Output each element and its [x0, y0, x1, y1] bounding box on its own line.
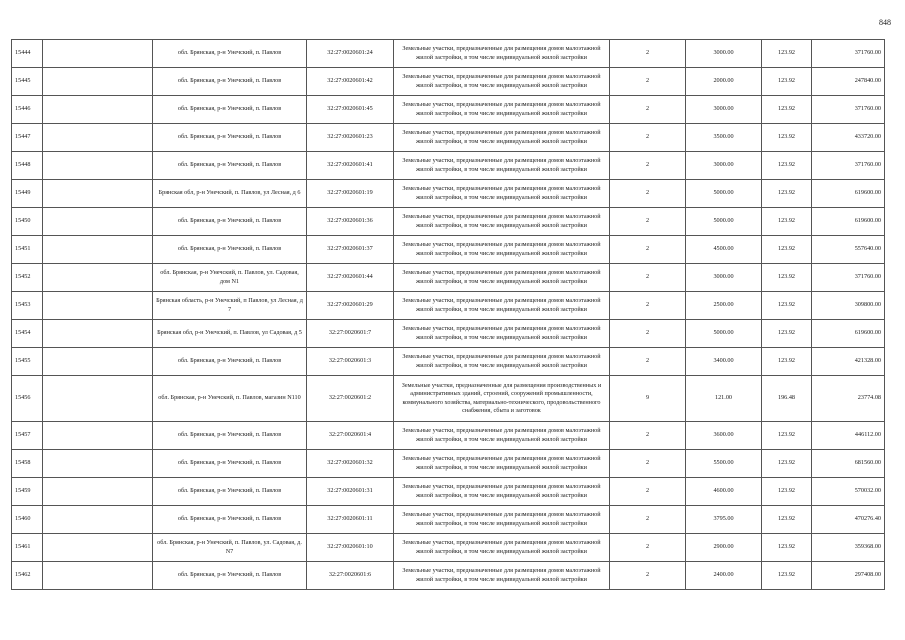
cadastral-number-cell: 32:27:0020601:7 [307, 320, 394, 348]
land-use-cell: Земельные участки, предназначенные для размещения домов малоэтажной жилой застройки, в том числе индивидуальной жилой застройки [394, 152, 610, 180]
row-number-cell: 15450 [12, 208, 43, 236]
cadastral-number-cell: 32:27:0020601:45 [307, 96, 394, 124]
cadastral-cost-cell: 371760.00 [812, 40, 885, 68]
row-number-cell: 15446 [12, 96, 43, 124]
address-cell: Брянская обл, р-н Унечский, п. Павлов, ул Садовая, д 5 [153, 320, 307, 348]
category-cell: 2 [610, 96, 686, 124]
table-row [12, 40, 885, 68]
rate-cell: 123.92 [762, 208, 812, 236]
address-cell: обл. Брянская, р-н Унечский, п. Павлов, магазин N110 [153, 376, 307, 422]
category-cell: 2 [610, 478, 686, 506]
rate-cell: 123.92 [762, 320, 812, 348]
rate-cell: 123.92 [762, 96, 812, 124]
category-cell: 2 [610, 236, 686, 264]
category-cell: 2 [610, 422, 686, 450]
row-number-cell: 15460 [12, 506, 43, 534]
empty-cell [43, 422, 153, 450]
cadastral-number-cell: 32:27:0020601:2 [307, 376, 394, 422]
cadastral-number-cell: 32:27:0020601:44 [307, 264, 394, 292]
row-number-cell: 15448 [12, 152, 43, 180]
address-cell: Брянская область, р-н Унечский, п Павлов, ул Лесная, д 7 [153, 292, 307, 320]
cadastral-number-cell: 32:27:0020601:36 [307, 208, 394, 236]
land-use-cell: Земельные участки, предназначенные для размещения домов малоэтажной жилой застройки, в том числе индивидуальной жилой застройки [394, 124, 610, 152]
cadastral-number-cell: 32:27:0020601:23 [307, 124, 394, 152]
category-cell: 2 [610, 562, 686, 590]
category-cell: 2 [610, 450, 686, 478]
row-number-cell: 15447 [12, 124, 43, 152]
area-cell: 5000.00 [686, 320, 762, 348]
rate-cell: 123.92 [762, 264, 812, 292]
empty-cell [43, 152, 153, 180]
table-row [12, 208, 885, 236]
empty-cell [43, 450, 153, 478]
empty-cell [43, 180, 153, 208]
rate-cell: 196.48 [762, 376, 812, 422]
land-use-cell: Земельные участки, предназначенные для размещения домов малоэтажной жилой застройки, в том числе индивидуальной жилой застройки [394, 96, 610, 124]
table-row [12, 96, 885, 124]
cadastral-number-cell: 32:27:0020601:41 [307, 152, 394, 180]
category-cell: 2 [610, 264, 686, 292]
land-use-cell: Земельные участки, предназначенные для размещения домов малоэтажной жилой застройки, в том числе индивидуальной жилой застройки [394, 320, 610, 348]
cadastral-cost-cell: 570032.00 [812, 478, 885, 506]
area-cell: 3000.00 [686, 40, 762, 68]
category-cell: 2 [610, 534, 686, 562]
category-cell: 2 [610, 152, 686, 180]
address-cell: обл. Брянская, р-н Унечский, п. Павлов, ул. Садовая, д. N7 [153, 534, 307, 562]
rate-cell: 123.92 [762, 422, 812, 450]
area-cell: 3500.00 [686, 124, 762, 152]
category-cell: 2 [610, 348, 686, 376]
cadastral-cost-cell: 681560.00 [812, 450, 885, 478]
row-number-cell: 15455 [12, 348, 43, 376]
category-cell: 2 [610, 180, 686, 208]
address-cell: обл. Брянская, р-н Унечский, п. Павлов [153, 124, 307, 152]
rate-cell: 123.92 [762, 562, 812, 590]
empty-cell [43, 376, 153, 422]
land-use-cell: Земельные участки, предназначенные для размещения домов малоэтажной жилой застройки, в том числе индивидуальной жилой застройки [394, 208, 610, 236]
table-row [12, 506, 885, 534]
page-number: 848 [879, 18, 891, 27]
cadastral-number-cell: 32:27:0020601:24 [307, 40, 394, 68]
cadastral-number-cell: 32:27:0020601:4 [307, 422, 394, 450]
area-cell: 2400.00 [686, 562, 762, 590]
cadastral-cost-cell: 371760.00 [812, 152, 885, 180]
address-cell: обл. Брянская, р-н Унечский, п. Павлов, ул. Садовая, дом N1 [153, 264, 307, 292]
cadastral-cost-cell: 619600.00 [812, 320, 885, 348]
category-cell: 2 [610, 124, 686, 152]
cadastral-number-cell: 32:27:0020601:6 [307, 562, 394, 590]
table-row [12, 180, 885, 208]
row-number-cell: 15461 [12, 534, 43, 562]
table-row [12, 236, 885, 264]
table-row [12, 152, 885, 180]
table-row [12, 450, 885, 478]
cadastral-cost-cell: 619600.00 [812, 208, 885, 236]
rate-cell: 123.92 [762, 40, 812, 68]
rate-cell: 123.92 [762, 534, 812, 562]
table-row [12, 320, 885, 348]
rate-cell: 123.92 [762, 292, 812, 320]
empty-cell [43, 506, 153, 534]
address-cell: обл. Брянская, р-н Унечский, п. Павлов [153, 422, 307, 450]
address-cell: обл. Брянская, р-н Унечский, п. Павлов [153, 96, 307, 124]
row-number-cell: 15462 [12, 562, 43, 590]
cadastral-cost-cell: 433720.00 [812, 124, 885, 152]
table-row [12, 68, 885, 96]
table-row [12, 292, 885, 320]
table-row [12, 264, 885, 292]
cadastral-number-cell: 32:27:0020601:32 [307, 450, 394, 478]
area-cell: 5000.00 [686, 180, 762, 208]
land-use-cell: Земельные участки, предназначенные для размещения домов малоэтажной жилой застройки, в том числе индивидуальной жилой застройки [394, 450, 610, 478]
area-cell: 3795.00 [686, 506, 762, 534]
table-row [12, 478, 885, 506]
empty-cell [43, 264, 153, 292]
land-use-cell: Земельные участки, предназначенные для размещения домов малоэтажной жилой застройки, в том числе индивидуальной жилой застройки [394, 236, 610, 264]
area-cell: 3400.00 [686, 348, 762, 376]
area-cell: 3000.00 [686, 152, 762, 180]
address-cell: обл. Брянская, р-н Унечский, п. Павлов [153, 208, 307, 236]
land-use-cell: Земельные участки, предназначенные для размещения домов малоэтажной жилой застройки, в том числе индивидуальной жилой застройки [394, 422, 610, 450]
cadastral-cost-cell: 371760.00 [812, 264, 885, 292]
cadastral-number-cell: 32:27:0020601:42 [307, 68, 394, 96]
land-use-cell: Земельные участки, предназначенные для размещения домов малоэтажной жилой застройки, в том числе индивидуальной жилой застройки [394, 534, 610, 562]
address-cell: обл. Брянская, р-н Унечский, п. Павлов [153, 68, 307, 96]
empty-cell [43, 534, 153, 562]
rate-cell: 123.92 [762, 348, 812, 376]
category-cell: 2 [610, 40, 686, 68]
land-use-cell: Земельные участки, предназначенные для размещения домов малоэтажной жилой застройки, в том числе индивидуальной жилой застройки [394, 292, 610, 320]
cadastral-value-table [11, 39, 885, 590]
land-use-cell: Земельные участки, предназначенные для размещения производственных и административных зданий, строений, сооружений промышленности, коммунального хозяйства, материально-технического, продовольственного снабжения, сбыта и заготовок [394, 376, 610, 422]
area-cell: 5500.00 [686, 450, 762, 478]
table-row [12, 534, 885, 562]
area-cell: 4500.00 [686, 236, 762, 264]
rate-cell: 123.92 [762, 180, 812, 208]
empty-cell [43, 348, 153, 376]
rate-cell: 123.92 [762, 450, 812, 478]
rate-cell: 123.92 [762, 124, 812, 152]
address-cell: обл. Брянская, р-н Унечский, п. Павлов [153, 478, 307, 506]
cadastral-number-cell: 32:27:0020601:19 [307, 180, 394, 208]
table-row [12, 562, 885, 590]
category-cell: 2 [610, 320, 686, 348]
empty-cell [43, 236, 153, 264]
area-cell: 121.00 [686, 376, 762, 422]
cadastral-cost-cell: 247840.00 [812, 68, 885, 96]
land-use-cell: Земельные участки, предназначенные для размещения домов малоэтажной жилой застройки, в том числе индивидуальной жилой застройки [394, 348, 610, 376]
cadastral-cost-cell: 297408.00 [812, 562, 885, 590]
row-number-cell: 15452 [12, 264, 43, 292]
cadastral-cost-cell: 23774.08 [812, 376, 885, 422]
cadastral-cost-cell: 421328.00 [812, 348, 885, 376]
cadastral-cost-cell: 359368.00 [812, 534, 885, 562]
row-number-cell: 15458 [12, 450, 43, 478]
table-row [12, 348, 885, 376]
row-number-cell: 15444 [12, 40, 43, 68]
cadastral-number-cell: 32:27:0020601:10 [307, 534, 394, 562]
area-cell: 3000.00 [686, 264, 762, 292]
empty-cell [43, 124, 153, 152]
category-cell: 2 [610, 208, 686, 236]
area-cell: 4600.00 [686, 478, 762, 506]
land-use-cell: Земельные участки, предназначенные для размещения домов малоэтажной жилой застройки, в том числе индивидуальной жилой застройки [394, 40, 610, 68]
land-use-cell: Земельные участки, предназначенные для размещения домов малоэтажной жилой застройки, в том числе индивидуальной жилой застройки [394, 264, 610, 292]
table-row [12, 422, 885, 450]
cadastral-cost-cell: 619600.00 [812, 180, 885, 208]
cadastral-number-cell: 32:27:0020601:11 [307, 506, 394, 534]
row-number-cell: 15451 [12, 236, 43, 264]
address-cell: обл. Брянская, р-н Унечский, п. Павлов [153, 506, 307, 534]
address-cell: Брянская обл, р-н Унечский, п. Павлов, ул Лесная, д 6 [153, 180, 307, 208]
table-row [12, 376, 885, 422]
cadastral-number-cell: 32:27:0020601:29 [307, 292, 394, 320]
address-cell: обл. Брянская, р-н Унечский, п. Павлов [153, 236, 307, 264]
address-cell: обл. Брянская, р-н Унечский, п. Павлов [153, 348, 307, 376]
empty-cell [43, 320, 153, 348]
rate-cell: 123.92 [762, 506, 812, 534]
table-body [12, 40, 885, 590]
cadastral-number-cell: 32:27:0020601:3 [307, 348, 394, 376]
row-number-cell: 15456 [12, 376, 43, 422]
area-cell: 2900.00 [686, 534, 762, 562]
rate-cell: 123.92 [762, 68, 812, 96]
empty-cell [43, 562, 153, 590]
address-cell: обл. Брянская, р-н Унечский, п. Павлов [153, 450, 307, 478]
rate-cell: 123.92 [762, 478, 812, 506]
cadastral-cost-cell: 557640.00 [812, 236, 885, 264]
row-number-cell: 15459 [12, 478, 43, 506]
category-cell: 2 [610, 292, 686, 320]
empty-cell [43, 478, 153, 506]
land-use-cell: Земельные участки, предназначенные для размещения домов малоэтажной жилой застройки, в том числе индивидуальной жилой застройки [394, 180, 610, 208]
area-cell: 3600.00 [686, 422, 762, 450]
address-cell: обл. Брянская, р-н Унечский, п. Павлов [153, 562, 307, 590]
rate-cell: 123.92 [762, 152, 812, 180]
rate-cell: 123.92 [762, 236, 812, 264]
table-row [12, 124, 885, 152]
land-use-cell: Земельные участки, предназначенные для размещения домов малоэтажной жилой застройки, в том числе индивидуальной жилой застройки [394, 478, 610, 506]
category-cell: 2 [610, 68, 686, 96]
cadastral-number-cell: 32:27:0020601:31 [307, 478, 394, 506]
row-number-cell: 15449 [12, 180, 43, 208]
category-cell: 2 [610, 506, 686, 534]
empty-cell [43, 68, 153, 96]
land-use-cell: Земельные участки, предназначенные для размещения домов малоэтажной жилой застройки, в том числе индивидуальной жилой застройки [394, 562, 610, 590]
address-cell: обл. Брянская, р-н Унечский, п. Павлов [153, 152, 307, 180]
row-number-cell: 15454 [12, 320, 43, 348]
land-use-cell: Земельные участки, предназначенные для размещения домов малоэтажной жилой застройки, в том числе индивидуальной жилой застройки [394, 506, 610, 534]
cadastral-number-cell: 32:27:0020601:37 [307, 236, 394, 264]
empty-cell [43, 96, 153, 124]
cadastral-cost-cell: 470276.40 [812, 506, 885, 534]
empty-cell [43, 292, 153, 320]
cadastral-cost-cell: 309800.00 [812, 292, 885, 320]
cadastral-cost-cell: 371760.00 [812, 96, 885, 124]
area-cell: 2000.00 [686, 68, 762, 96]
address-cell: обл. Брянская, р-н Унечский, п. Павлов [153, 40, 307, 68]
category-cell: 9 [610, 376, 686, 422]
row-number-cell: 15445 [12, 68, 43, 96]
row-number-cell: 15453 [12, 292, 43, 320]
empty-cell [43, 208, 153, 236]
row-number-cell: 15457 [12, 422, 43, 450]
area-cell: 2500.00 [686, 292, 762, 320]
empty-cell [43, 40, 153, 68]
area-cell: 5000.00 [686, 208, 762, 236]
area-cell: 3000.00 [686, 96, 762, 124]
cadastral-cost-cell: 446112.00 [812, 422, 885, 450]
land-use-cell: Земельные участки, предназначенные для размещения домов малоэтажной жилой застройки, в том числе индивидуальной жилой застройки [394, 68, 610, 96]
